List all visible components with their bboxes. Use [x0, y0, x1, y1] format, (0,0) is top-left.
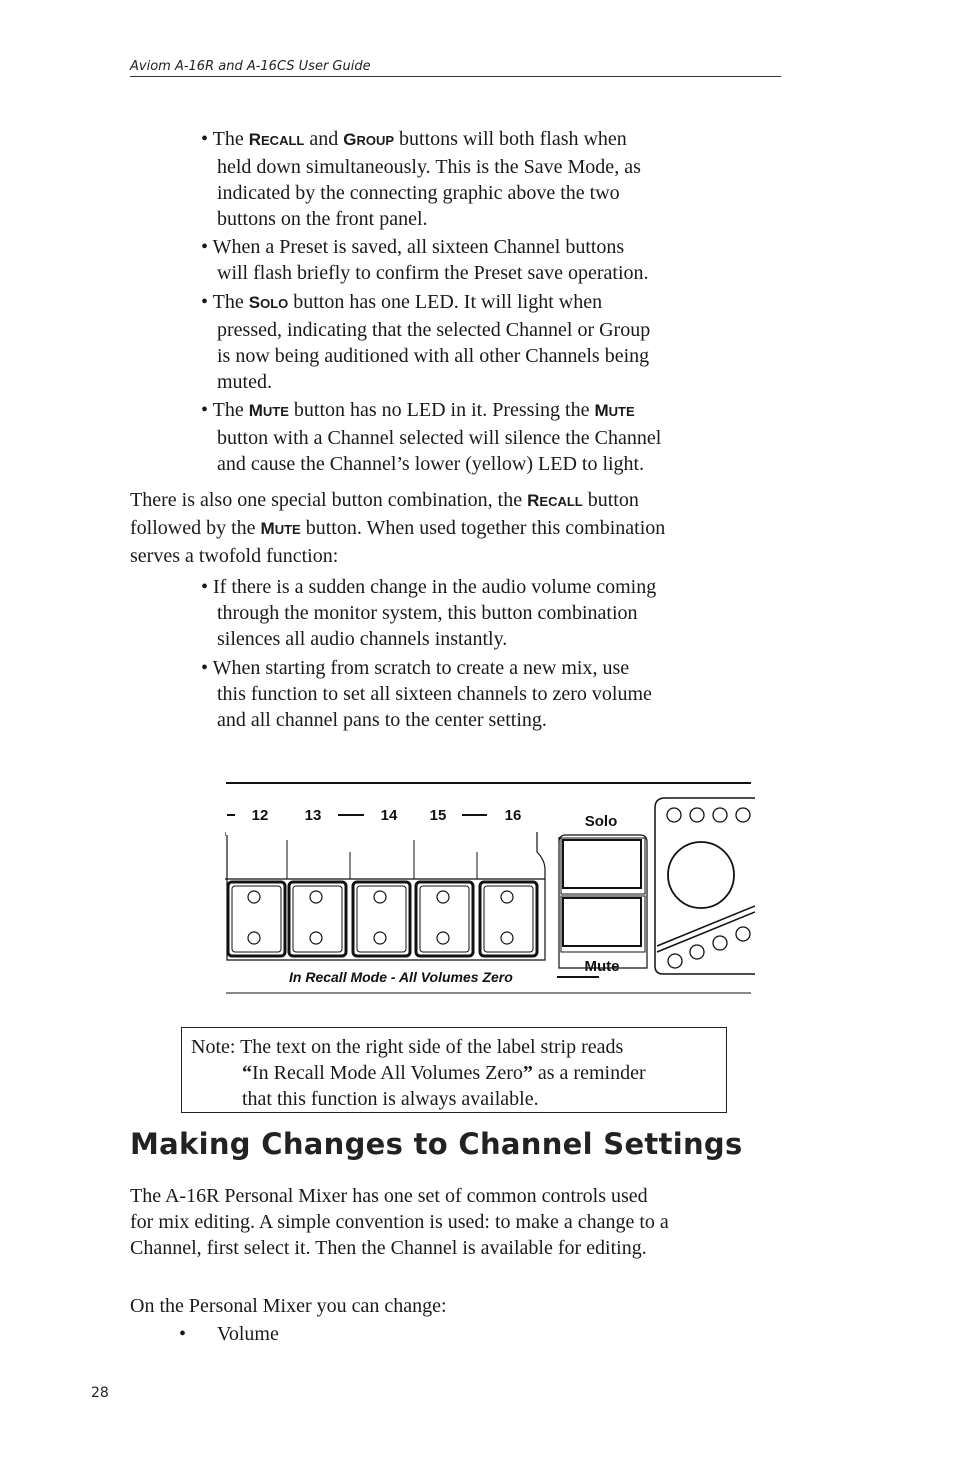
text-run: • The	[201, 291, 249, 313]
smallcaps-recall-rest: ECALL	[261, 133, 305, 148]
smallcaps-solo-initial: S	[248, 293, 261, 312]
front-panel-figure	[225, 780, 755, 1001]
section-paragraph-2: On the Personal Mixer you can change:	[130, 1295, 447, 1317]
led-icon	[667, 808, 681, 822]
led-icon	[690, 808, 704, 822]
text-run: followed by the	[130, 517, 261, 539]
led-icon	[668, 954, 682, 968]
channel-button-12[interactable]	[228, 882, 285, 956]
smallcaps-solo-rest: OLO	[260, 296, 289, 311]
encoder-knob-icon[interactable]	[668, 842, 734, 908]
channel-label-15: 15	[429, 807, 447, 824]
text-line: silences all audio channels instantly.	[217, 628, 508, 650]
mute-button[interactable]	[563, 898, 641, 946]
running-header: Aviom A-16R and A-16CS User Guide	[130, 59, 371, 74]
smallcaps-recall-rest: ECALL	[539, 494, 583, 509]
channel-label-12: 12	[251, 807, 269, 824]
text-run: button. When used together this combination	[300, 517, 666, 539]
bullet-mute	[201, 397, 661, 477]
list-item-volume: Volume	[217, 1323, 279, 1345]
smallcaps-mute-initial: M	[248, 401, 263, 420]
text-run: button has one LED. It will light when	[288, 291, 603, 313]
note-line-1: Note: The text on the right side of the label strip reads	[191, 1036, 624, 1058]
bullet-recall-group	[201, 126, 641, 232]
text-run: In Recall Mode All Volumes Zero	[252, 1062, 523, 1084]
note-line-3: that this function is always available.	[242, 1088, 539, 1110]
text-line: will flash briefly to confirm the Preset save operation.	[217, 262, 649, 284]
section-paragraph-1	[130, 1183, 669, 1261]
text-run: and	[304, 128, 344, 150]
channel-button-15[interactable]	[416, 882, 473, 956]
led-icon	[690, 945, 704, 959]
text-run: There is also one special button combination, the	[130, 489, 528, 511]
smallcaps-mute-rest: UTE	[608, 404, 635, 419]
note-line-2	[242, 1060, 646, 1086]
text-line: and all channel pans to the center setting.	[217, 709, 547, 731]
smallcaps-mute-rest: UTE	[274, 522, 301, 537]
text-line: is now being auditioned with all other Channels being	[217, 345, 650, 367]
solo-button[interactable]	[563, 840, 641, 888]
text-line: serves a twofold function:	[130, 545, 339, 567]
bullet-sudden-change	[201, 574, 656, 652]
bullet-preset-saved	[201, 234, 649, 286]
text-run: • The	[201, 399, 249, 421]
text-run: button has no LED in it. Pressing the	[288, 399, 595, 421]
led-icon	[713, 808, 727, 822]
channel-button-16[interactable]	[480, 882, 537, 956]
close-quote: ”	[522, 1062, 533, 1084]
text-run: button	[582, 489, 639, 511]
text-run: buttons will both flash when	[394, 128, 627, 150]
text-line: Channel, first select it. Then the Channel is available for editing.	[130, 1237, 647, 1259]
channel-label-16: 16	[504, 807, 522, 824]
text-line: • When a Preset is saved, all sixteen Channel buttons	[201, 236, 625, 258]
text-line: through the monitor system, this button combination	[217, 602, 638, 624]
bullet-solo	[201, 289, 650, 395]
text-line: held down simultaneously. This is the Save Mode, as	[217, 156, 641, 178]
text-line: The A-16R Personal Mixer has one set of common controls used	[130, 1185, 648, 1207]
text-line: • When starting from scratch to create a new mix, use	[201, 657, 630, 679]
text-line: buttons on the front panel.	[217, 208, 428, 230]
channel-button-14[interactable]	[353, 882, 410, 956]
open-quote: “	[242, 1062, 252, 1084]
page-number: 28	[91, 1385, 109, 1401]
text-line: for mix editing. A simple convention is used: to make a change to a	[130, 1211, 669, 1233]
led-icon	[736, 927, 750, 941]
text-line: muted.	[217, 371, 272, 393]
led-icon	[736, 808, 750, 822]
text-run: as a reminder	[532, 1062, 646, 1084]
section-heading: Making Changes to Channel Settings	[130, 1127, 743, 1161]
smallcaps-mute-initial: M	[260, 519, 275, 538]
text-line: button with a Channel selected will silence the Channel	[217, 427, 662, 449]
mute-label: Mute	[584, 958, 620, 975]
bullet-from-scratch	[201, 655, 652, 733]
text-line: pressed, indicating that the selected Channel or Group	[217, 319, 651, 341]
channel-label-13: 13	[304, 807, 322, 824]
text-line: indicated by the connecting graphic above the two	[217, 182, 620, 204]
solo-label: Solo	[584, 813, 618, 830]
channel-button-13[interactable]	[289, 882, 346, 956]
smallcaps-mute-rest: UTE	[262, 404, 289, 419]
text-run: • The	[201, 128, 249, 150]
list-bullet: •	[179, 1323, 187, 1345]
channel-label-14: 14	[380, 807, 398, 824]
text-line: and cause the Channel’s lower (yellow) LED to light.	[217, 453, 645, 475]
header-rule	[130, 76, 781, 77]
smallcaps-recall-initial: R	[248, 130, 262, 149]
paragraph-special-combination	[130, 487, 665, 569]
led-icon	[713, 936, 727, 950]
text-line: • If there is a sudden change in the audio volume coming	[201, 576, 657, 598]
smallcaps-mute-initial: M	[594, 401, 609, 420]
front-panel-illustration	[225, 780, 755, 996]
smallcaps-group-rest: ROUP	[356, 133, 395, 148]
smallcaps-group-initial: G	[343, 130, 357, 149]
label-strip-text: In Recall Mode - All Volumes Zero	[289, 969, 513, 985]
smallcaps-recall-initial: R	[527, 491, 540, 510]
text-line: this function to set all sixteen channels to zero volume	[217, 683, 652, 705]
